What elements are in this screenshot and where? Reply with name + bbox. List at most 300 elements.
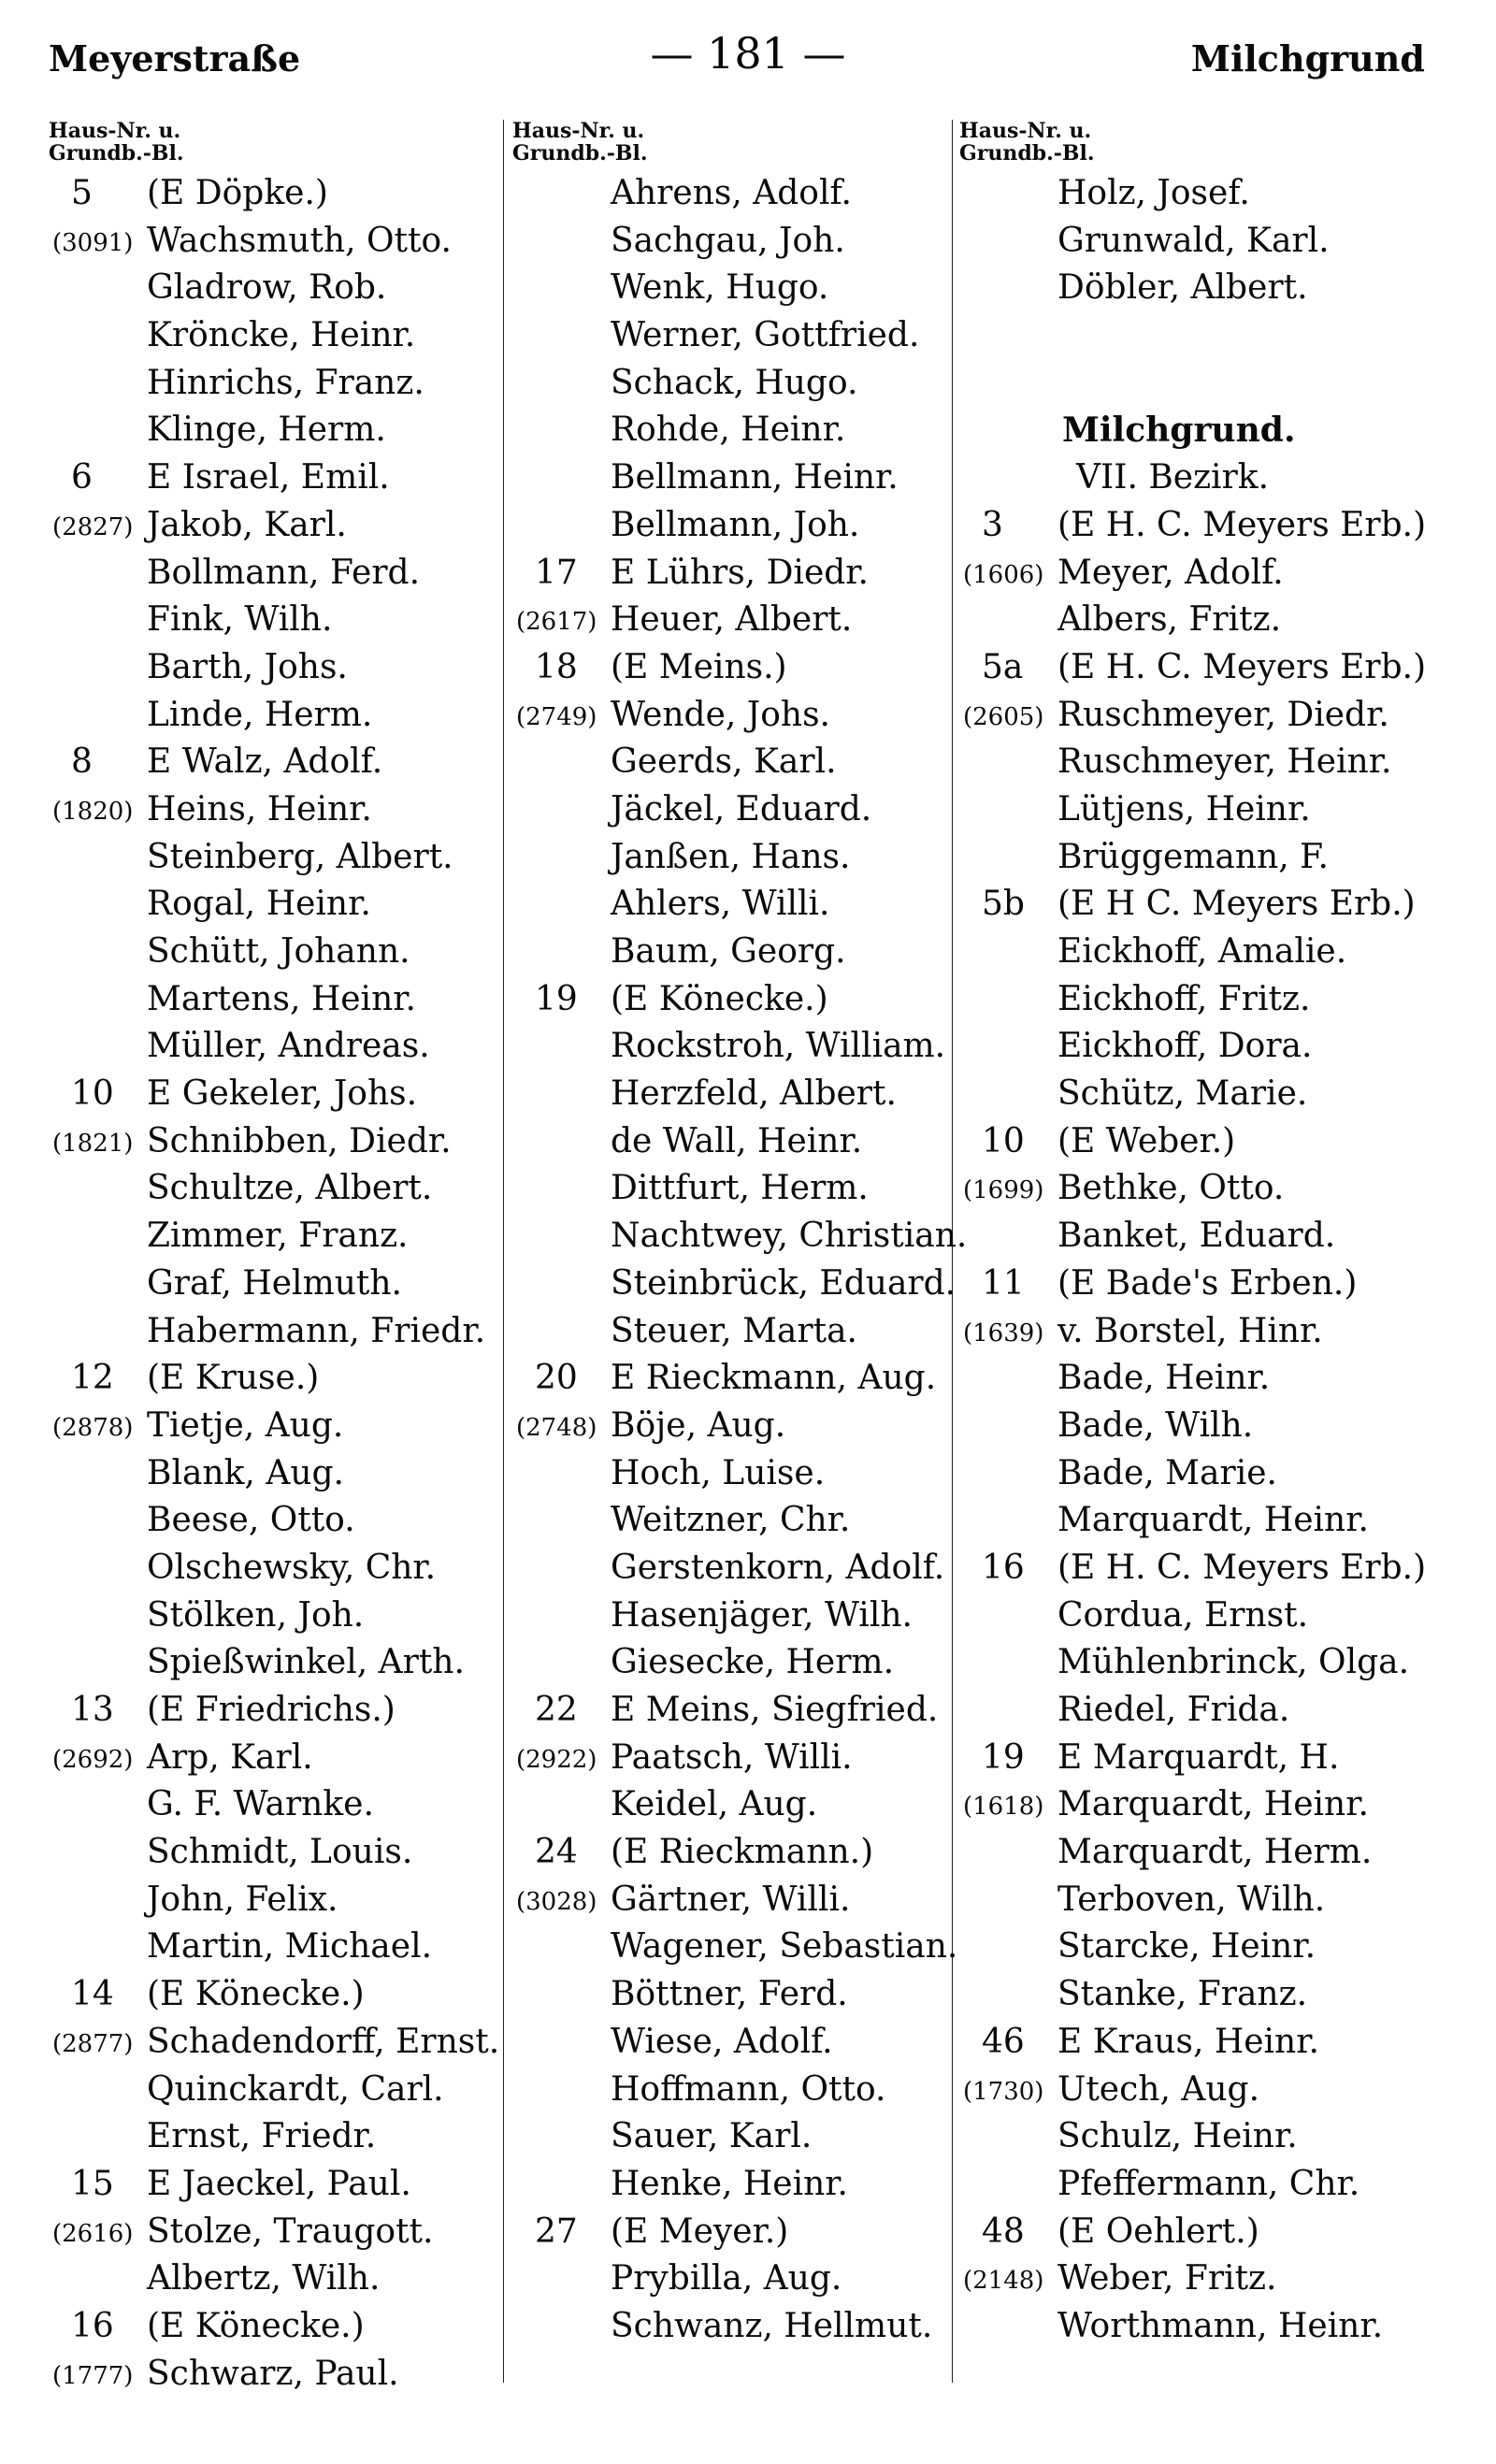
entry-line [959, 1971, 1464, 2019]
resident-name: (E Friedrichs.) [147, 1691, 396, 1729]
entry-line [959, 881, 1464, 929]
house-number: 24 [535, 1833, 578, 1872]
resident-name: Klinge, Herm. [147, 411, 386, 450]
entry-line [512, 1781, 961, 1829]
entry-line [512, 1403, 961, 1450]
entry-line [512, 1118, 961, 1166]
entry-line [959, 2303, 1464, 2351]
entry-line [959, 1165, 1464, 1213]
resident-name: Schulz, Heinr. [1057, 2117, 1298, 2156]
entry-line [49, 1735, 516, 1782]
entry-line [512, 407, 961, 454]
entry-line [49, 881, 516, 929]
entry-line [959, 929, 1464, 976]
entry-line [49, 597, 516, 644]
house-number: 46 [982, 2022, 1025, 2061]
entry-line [49, 786, 516, 834]
entry-line [512, 1450, 961, 1498]
resident-name: Grunwald, Karl. [1057, 221, 1330, 260]
entry-line [512, 976, 961, 1024]
entry-line [959, 1308, 1464, 1356]
resident-name: Cordua, Ernst. [1057, 1595, 1309, 1635]
resident-name: Albertz, Wilh. [147, 2259, 381, 2298]
entry-line [959, 1592, 1464, 1640]
entry-line [49, 550, 516, 598]
column-heading: Haus-Nr. u. Grundb.-Bl. [959, 119, 1095, 166]
entry-line [512, 360, 961, 408]
entry-line [512, 1687, 961, 1735]
resident-name: E Walz, Adolf. [147, 742, 383, 782]
resident-name: Schadendorff, Ernst. [147, 2022, 500, 2061]
entry-line [49, 1261, 516, 1308]
resident-name: Weitzner, Chr. [611, 1501, 851, 1540]
entry-line [959, 692, 1464, 740]
entry-line [512, 786, 961, 834]
resident-name: E Rieckmann, Aug. [611, 1359, 937, 1398]
resident-name: (E Könecke.) [147, 1975, 365, 2014]
resident-name: Habermann, Friedr. [147, 1311, 486, 1350]
resident-name: Terboven, Wilh. [1057, 1880, 1326, 1919]
resident-name: (E Döpke.) [147, 174, 328, 212]
entry-line [512, 1071, 961, 1118]
resident-name: Gärtner, Willi. [611, 1880, 851, 1919]
resident-name: Stolze, Traugott. [147, 2212, 434, 2251]
house-number: 16 [982, 1548, 1025, 1587]
entry-line [959, 265, 1464, 312]
resident-name: E Meins, Siegfried. [611, 1691, 939, 1729]
entry-line [512, 1877, 961, 1924]
entry-line [49, 1877, 516, 1924]
entry-line [49, 2113, 516, 2161]
entry-line [512, 834, 961, 882]
entry-line [512, 1735, 961, 1782]
house-number: 18 [535, 647, 578, 686]
entry-line [512, 2019, 961, 2067]
resident-name: Sachgau, Joh. [611, 221, 845, 260]
house-number: 6 [71, 458, 93, 497]
resident-name: de Wall, Heinr. [611, 1121, 863, 1160]
entry-line [959, 976, 1464, 1024]
resident-name: Eickhoff, Dora. [1057, 1027, 1313, 1066]
entry-line [49, 1924, 516, 1971]
entry-line [49, 1497, 516, 1545]
resident-name: Albers, Fritz. [1057, 600, 1282, 640]
entry-line [49, 1639, 516, 1687]
resident-name: Bellmann, Heinr. [611, 458, 899, 497]
resident-name: Kröncke, Heinr. [147, 316, 416, 355]
resident-name: Spießwinkel, Arth. [147, 1643, 465, 1682]
resident-name: Schultze, Albert. [147, 1169, 433, 1208]
resident-name: Dittfurt, Herm. [611, 1169, 869, 1208]
resident-name: Heuer, Albert. [611, 600, 853, 640]
entry-line [49, 2351, 516, 2399]
entry-line [959, 2161, 1464, 2209]
land-register-number: (1777) [52, 2361, 134, 2390]
resident-name: Böje, Aug. [611, 1405, 786, 1445]
entry-line [959, 786, 1464, 834]
entry-line [512, 1308, 961, 1356]
entry-line [959, 502, 1464, 550]
entry-line [49, 360, 516, 408]
entry-line [512, 881, 961, 929]
entry-line [49, 1355, 516, 1403]
resident-name: Janßen, Hans. [611, 837, 851, 876]
entry-line [512, 2067, 961, 2114]
resident-name: Ahrens, Adolf. [611, 174, 852, 212]
entry-line [49, 1971, 516, 2019]
land-register-number: (1730) [963, 2077, 1044, 2106]
entry-line [512, 1497, 961, 1545]
entry-line [959, 1213, 1464, 1261]
entry-line [49, 1308, 516, 1356]
resident-name: Wagener, Sebastian. [611, 1927, 958, 1967]
resident-name: Schwanz, Hellmut. [611, 2306, 933, 2345]
entry-line [49, 644, 516, 692]
resident-name: Linde, Herm. [147, 695, 373, 734]
resident-name: Steinberg, Albert. [147, 837, 453, 876]
house-number: 10 [71, 1074, 114, 1114]
land-register-number: (3028) [516, 1887, 597, 1916]
land-register-number: (1618) [963, 1793, 1044, 1822]
house-number: 13 [71, 1691, 114, 1729]
entry-line [512, 1023, 961, 1071]
house-number: 22 [535, 1691, 578, 1729]
resident-name: Bellmann, Joh. [611, 505, 860, 544]
entry-line [959, 360, 1464, 408]
house-number: 5 [71, 174, 93, 212]
resident-name: Meyer, Adolf. [1057, 553, 1284, 592]
resident-name: Gladrow, Rob. [147, 268, 387, 308]
entry-line [959, 1735, 1464, 1782]
resident-name: (E H. C. Meyers Erb.) [1057, 505, 1427, 544]
entry-line [49, 2019, 516, 2067]
resident-name: Herzfeld, Albert. [611, 1074, 897, 1114]
entry-line [512, 1261, 961, 1308]
entry-line [959, 1355, 1464, 1403]
entry-line [49, 407, 516, 454]
entry-line [512, 1829, 961, 1877]
resident-name: Rohde, Heinr. [611, 411, 846, 450]
resident-name: G. F. Warnke. [147, 1785, 374, 1824]
running-head-left: Meyerstraße [49, 37, 301, 79]
resident-name: Stanke, Franz. [1057, 1975, 1308, 2014]
resident-name: (E Könecke.) [611, 979, 828, 1018]
entry-line [49, 218, 516, 266]
land-register-number: (2922) [516, 1745, 597, 1774]
entry-line [959, 1118, 1464, 1166]
resident-name: Ahlers, Willi. [611, 885, 830, 924]
house-number: 5b [982, 885, 1025, 924]
entry-line [512, 454, 961, 502]
resident-name: Steuer, Marta. [611, 1311, 857, 1350]
entry-line [49, 2303, 516, 2351]
resident-name: Müller, Andreas. [147, 1027, 430, 1066]
entry-line [959, 1023, 1464, 1071]
entry-line [49, 1592, 516, 1640]
land-register-number: (2616) [52, 2219, 134, 2248]
resident-name: Hasenjäger, Wilh. [611, 1595, 913, 1635]
resident-name: Hoch, Luise. [611, 1453, 826, 1492]
resident-name: Wiese, Adolf. [611, 2022, 833, 2061]
resident-name: (E Weber.) [1057, 1121, 1236, 1160]
entry-line [512, 929, 961, 976]
house-number: 5a [982, 647, 1024, 686]
house-number: 27 [535, 2212, 578, 2251]
resident-name: Quinckardt, Carl. [147, 2069, 444, 2109]
land-register-number: (2827) [52, 512, 134, 541]
resident-name: Keidel, Aug. [611, 1785, 818, 1824]
column-2 [512, 119, 968, 2351]
entry-line [959, 1687, 1464, 1735]
resident-name: Ruschmeyer, Heinr. [1057, 742, 1392, 782]
entry-line [512, 502, 961, 550]
entry-line [512, 1639, 961, 1687]
resident-name: (E Rieckmann.) [611, 1833, 874, 1872]
house-number: 17 [535, 553, 578, 592]
resident-name: Eickhoff, Amalie. [1057, 932, 1347, 971]
resident-name: Mühlenbrinck, Olga. [1057, 1643, 1410, 1682]
resident-name: (E Kruse.) [147, 1359, 320, 1398]
entry-line [49, 1118, 516, 1166]
resident-name: Gerstenkorn, Adolf. [611, 1548, 945, 1587]
land-register-number: (1639) [963, 1318, 1044, 1347]
entry-line [512, 597, 961, 644]
column-1 [49, 120, 516, 2398]
resident-name: Blank, Aug. [147, 1453, 344, 1492]
entry-line [49, 502, 516, 550]
house-number: 20 [535, 1359, 578, 1398]
land-register-number: (2878) [52, 1413, 134, 1442]
land-register-number: (2748) [516, 1413, 597, 1442]
entry-line [512, 1355, 961, 1403]
house-number: 19 [982, 1737, 1025, 1777]
land-register-number: (2749) [516, 702, 597, 731]
entry-line [959, 218, 1464, 266]
house-number: 11 [982, 1263, 1025, 1303]
resident-name: Fink, Wilh. [147, 600, 333, 640]
resident-name: Prybilla, Aug. [611, 2259, 842, 2298]
resident-name: Schmidt, Louis. [147, 1833, 413, 1872]
entry-line [959, 597, 1464, 644]
entry-line [512, 2255, 961, 2303]
resident-name: E Kraus, Heinr. [1057, 2022, 1319, 2061]
resident-name: Wende, Johs. [611, 695, 831, 734]
resident-name: (E Meins.) [611, 647, 787, 686]
entry-line [49, 454, 516, 502]
resident-name: Tietje, Aug. [147, 1405, 344, 1445]
resident-name: Utech, Aug. [1057, 2069, 1260, 2109]
house-number: 10 [982, 1121, 1025, 1160]
resident-name: Barth, Johs. [147, 647, 348, 686]
entry-line [512, 1924, 961, 1971]
entry-line [959, 2019, 1464, 2067]
resident-name: Worthmann, Heinr. [1057, 2306, 1384, 2345]
resident-name: Marquardt, Heinr. [1057, 1501, 1369, 1540]
entry-line [49, 265, 516, 312]
entry-line [49, 834, 516, 882]
entry-line [959, 312, 1464, 360]
entry-line [959, 739, 1464, 786]
resident-name: Schütz, Marie. [1057, 1074, 1308, 1114]
entry-line [512, 1971, 961, 2019]
entry-line [49, 1071, 516, 1118]
entry-line [512, 692, 961, 740]
entry-line [49, 312, 516, 360]
resident-name: Jäckel, Eduard. [611, 789, 872, 829]
entry-line [959, 1450, 1464, 1498]
entry-line [49, 929, 516, 976]
resident-name: Rockstroh, William. [611, 1027, 946, 1066]
resident-name: Bade, Marie. [1057, 1453, 1277, 1492]
house-number: 19 [535, 979, 578, 1018]
resident-name: Döbler, Albert. [1057, 268, 1308, 308]
entry-line [959, 1261, 1464, 1308]
entry-line [49, 1829, 516, 1877]
entry-line [49, 692, 516, 740]
resident-name: (E H. C. Meyers Erb.) [1057, 647, 1427, 686]
resident-name: (E Meyer.) [611, 2212, 789, 2251]
entry-line [49, 2161, 516, 2209]
resident-name: Ruschmeyer, Diedr. [1057, 695, 1389, 734]
entry-line [512, 1592, 961, 1640]
running-head-right: Milchgrund [1190, 37, 1425, 79]
resident-name: Ernst, Friedr. [147, 2117, 377, 2156]
resident-name: Eickhoff, Fritz. [1057, 979, 1311, 1018]
land-register-number: (1699) [963, 1176, 1044, 1205]
land-register-number: (2148) [963, 2267, 1044, 2296]
entry-line [512, 265, 961, 312]
entry-line [49, 2255, 516, 2303]
resident-name: Martens, Heinr. [147, 979, 416, 1018]
house-number: 48 [982, 2212, 1025, 2251]
house-number: 3 [982, 505, 1003, 544]
entry-line [512, 739, 961, 786]
resident-name: (E H. C. Meyers Erb.) [1057, 1548, 1427, 1587]
resident-name: Beese, Otto. [147, 1501, 355, 1540]
entry-line [959, 1545, 1464, 1592]
entry-line [512, 218, 961, 266]
entry-line [959, 834, 1464, 882]
resident-name: E Jaeckel, Paul. [147, 2164, 411, 2203]
entry-line [512, 1213, 968, 1261]
entry-line [49, 2209, 516, 2256]
resident-name: v. Borstel, Hinr. [1057, 1311, 1323, 1350]
land-register-number: (2617) [516, 608, 597, 637]
resident-name: Bethke, Otto. [1057, 1169, 1285, 1208]
entry-line [959, 2209, 1464, 2256]
house-number: 16 [71, 2306, 114, 2345]
entry-line [49, 1023, 516, 1071]
entry-line [49, 1450, 516, 1498]
resident-name: Steinbrück, Eduard. [611, 1263, 957, 1303]
resident-name: Schwarz, Paul. [147, 2354, 399, 2393]
entry-line [49, 1545, 516, 1592]
entry-line [512, 2161, 961, 2209]
resident-name: Rogal, Heinr. [147, 885, 371, 924]
resident-name: Giesecke, Herm. [611, 1643, 895, 1682]
entry-line [959, 644, 1464, 692]
entry-line [512, 550, 961, 598]
entry-line [512, 2303, 961, 2351]
entry-line [959, 2067, 1464, 2114]
entry-line [959, 2255, 1464, 2303]
district-label: VII. Bezirk. [1076, 458, 1270, 497]
resident-name: Martin, Michael. [147, 1927, 433, 1967]
resident-name: Jakob, Karl. [147, 505, 347, 544]
land-register-number: (1821) [52, 1129, 134, 1158]
resident-name: Arp, Karl. [147, 1737, 313, 1777]
entry-line [49, 739, 516, 786]
resident-name: Henke, Heinr. [611, 2164, 848, 2203]
resident-name: (E Könecke.) [147, 2306, 365, 2345]
resident-name: Bade, Wilh. [1057, 1405, 1254, 1445]
entry-line [49, 2067, 516, 2114]
resident-name: Stölken, Joh. [147, 1595, 365, 1635]
entry-line [959, 407, 1464, 454]
entry-line [49, 976, 516, 1024]
resident-name: Zimmer, Franz. [147, 1217, 409, 1256]
resident-name: Marquardt, Heinr. [1057, 1785, 1369, 1824]
resident-name: Paatsch, Willi. [611, 1737, 853, 1777]
resident-name: Starcke, Heinr. [1057, 1927, 1316, 1967]
resident-name: Schack, Hugo. [611, 363, 858, 402]
entry-line [512, 1165, 961, 1213]
entry-line [959, 1781, 1464, 1829]
entry-line [959, 1877, 1464, 1924]
resident-name: Marquardt, Herm. [1057, 1833, 1373, 1872]
land-register-number: (2605) [963, 702, 1044, 731]
resident-name: Weber, Fritz. [1057, 2259, 1277, 2298]
land-register-number: (2877) [52, 2029, 134, 2058]
column-heading: Haus-Nr. u. Grundb.-Bl. [49, 119, 184, 166]
entry-line [512, 2209, 961, 2256]
entry-line [959, 1497, 1464, 1545]
resident-name: Böttner, Ferd. [611, 1975, 848, 2014]
resident-name: Geerds, Karl. [611, 742, 837, 782]
resident-name: Baum, Georg. [611, 932, 846, 971]
entry-line [959, 2113, 1464, 2161]
entry-line [959, 1639, 1464, 1687]
house-number: 12 [71, 1359, 114, 1398]
entry-line [512, 312, 961, 360]
resident-name: (E Bade's Erben.) [1057, 1263, 1358, 1303]
resident-name: John, Felix. [147, 1880, 338, 1919]
resident-name: Bollmann, Ferd. [147, 553, 421, 592]
resident-name: Schütt, Johann. [147, 932, 410, 971]
resident-name: Olschewsky, Chr. [147, 1548, 437, 1587]
entry-line [49, 1213, 516, 1261]
resident-name: (E H C. Meyers Erb.) [1057, 885, 1416, 924]
land-register-number: (3091) [52, 228, 134, 257]
entry-line [512, 170, 961, 218]
resident-name: Schnibben, Diedr. [147, 1121, 452, 1160]
entry-line [959, 454, 1464, 502]
column-heading: Haus-Nr. u. Grundb.-Bl. [512, 119, 648, 166]
entry-line [959, 550, 1464, 598]
resident-name: Heins, Heinr. [147, 789, 372, 829]
entry-line [49, 170, 516, 218]
resident-name: E Israel, Emil. [147, 458, 390, 497]
entry-line [959, 1924, 1464, 1971]
resident-name: Holz, Josef. [1057, 174, 1250, 212]
house-number: 15 [71, 2164, 114, 2203]
entry-line [49, 1687, 516, 1735]
resident-name: Wenk, Hugo. [611, 268, 829, 308]
resident-name: Riedel, Frida. [1057, 1691, 1290, 1729]
land-register-number: (2692) [52, 1745, 134, 1774]
house-number: 14 [71, 1975, 114, 2014]
resident-name: E Marquardt, H. [1057, 1737, 1340, 1777]
